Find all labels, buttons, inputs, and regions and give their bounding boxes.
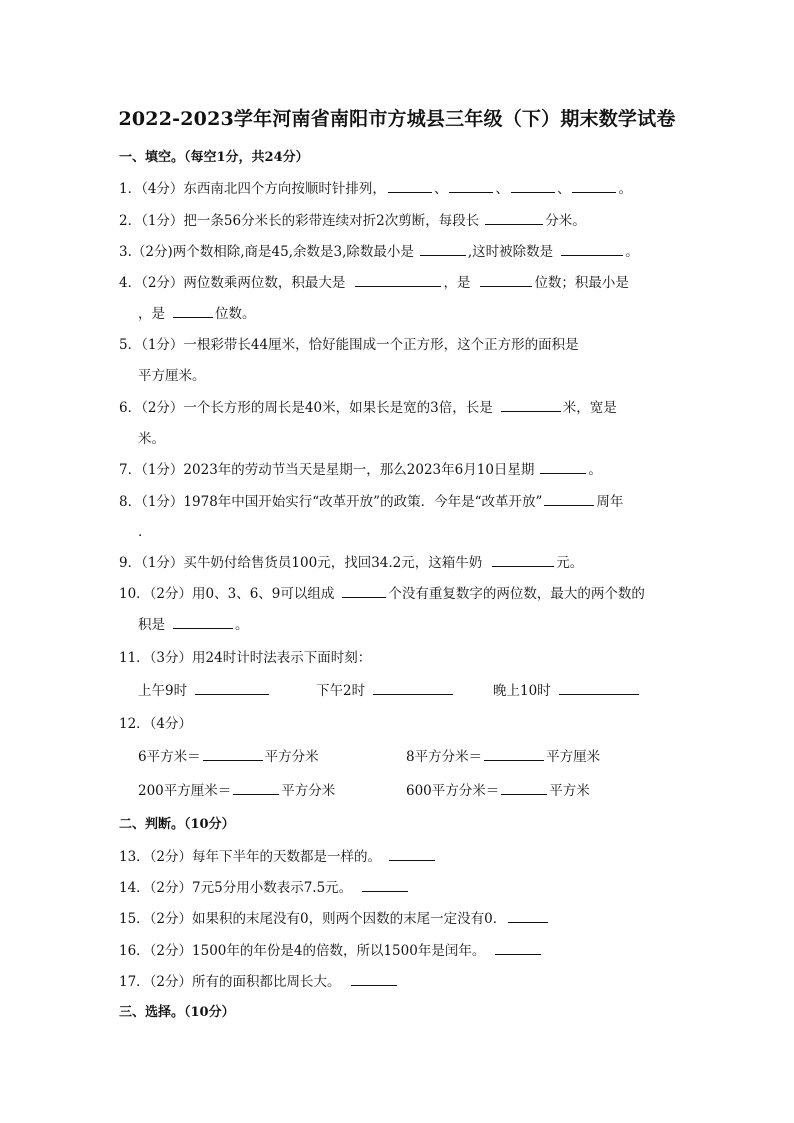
answer-blank[interactable]	[233, 781, 279, 795]
answer-blank[interactable]	[495, 941, 541, 955]
question-5-continued: 平方厘米。	[138, 368, 206, 384]
answer-blank[interactable]	[492, 553, 554, 567]
time-item-1: 上午9时	[138, 679, 271, 699]
answer-blank[interactable]	[484, 747, 544, 761]
answer-blank[interactable]	[173, 615, 233, 629]
question-8-continued: ．	[138, 524, 152, 540]
answer-blank[interactable]	[342, 584, 386, 598]
unit-conversion-1: 6平方米＝ 平方分米	[138, 749, 319, 765]
answer-blank[interactable]	[572, 179, 616, 193]
time-item-2: 下午2时	[316, 679, 455, 699]
question-17: 17．（2分）所有的面积都比周长大。	[119, 970, 399, 990]
answer-blank[interactable]	[501, 781, 547, 795]
answer-blank[interactable]	[511, 179, 555, 193]
answer-blank[interactable]	[561, 242, 623, 256]
answer-blank[interactable]	[388, 179, 432, 193]
question-4: 4．（2分）两位数乘两位数，积最大是 ，是 位数；积最小是	[119, 275, 629, 291]
page-title: 2022-2023学年河南省南阳市方城县三年级（下）期末数学试卷	[118, 108, 676, 130]
question-11: 11．（3分）用24时计时法表示下面时刻：	[119, 650, 372, 666]
answer-blank[interactable]	[544, 492, 594, 506]
question-1: 1．（4分）东西南北四个方向按顺时针排列， 、 、 、 。	[119, 181, 632, 197]
answer-blank[interactable]	[389, 847, 435, 861]
answer-blank[interactable]	[449, 179, 493, 193]
unit-conversion-3: 200平方厘米＝ 平方分米	[138, 783, 336, 799]
section-heading-choice: 三、选择。（10分）	[119, 1005, 235, 1020]
question-14: 14．（2分）7元5分用小数表示7.5元。	[119, 876, 410, 896]
answer-blank[interactable]	[485, 211, 543, 225]
answer-blank[interactable]	[508, 909, 548, 923]
question-3: 3.（2分)两个数相除,商是45,余数是3,除数最小是 ,这时被除数是 。	[119, 244, 639, 260]
unit-conversion-2: 8平方分米＝ 平方厘米	[406, 749, 601, 765]
unit-conversion-4: 600平方分米＝ 平方米	[406, 783, 590, 799]
answer-blank[interactable]	[351, 972, 397, 986]
answer-blank[interactable]	[480, 273, 532, 287]
answer-blank[interactable]	[501, 398, 561, 412]
question-4-continued: ，是 位数。	[138, 306, 256, 322]
question-10: 10．（2分）用0、3、6、9可以组成 个没有重复数字的两位数，最大的两个数的	[119, 586, 645, 602]
question-9: 9．（1分）买牛奶付给售货员100元，找回34.2元，这箱牛奶 元。	[119, 555, 584, 571]
answer-blank[interactable]	[540, 460, 586, 474]
question-15: 15．（2分）如果积的末尾没有0，则两个因数的末尾一定没有0．	[119, 907, 550, 927]
answer-blank[interactable]	[195, 681, 269, 695]
answer-blank[interactable]	[173, 304, 213, 318]
answer-blank[interactable]	[203, 747, 263, 761]
question-5: 5．（1分）一根彩带长44厘米，恰好能围成一个正方形，这个正方形的面积是	[119, 337, 579, 353]
section-heading-fill-in: 一、填空。（每空1分，共24分）	[119, 150, 309, 165]
answer-blank[interactable]	[362, 878, 408, 892]
question-2: 2．（1分）把一条56分米长的彩带连续对折2次剪断，每段长 分米。	[119, 213, 586, 229]
question-10-continued: 积是 。	[138, 617, 249, 633]
question-8: 8．（1分）1978年中国开始实行“改革开放”的政策．今年是“改革开放” 周年	[119, 494, 624, 510]
answer-blank[interactable]	[373, 681, 453, 695]
answer-blank[interactable]	[420, 242, 466, 256]
time-item-3: 晚上10时	[493, 679, 641, 699]
question-7: 7．（1分）2023年的劳动节当天是星期一，那么2023年6月10日星期 。	[119, 462, 602, 478]
answer-blank[interactable]	[559, 681, 639, 695]
section-heading-judgement: 二、判断。（10分）	[119, 817, 235, 832]
question-6-continued: 米。	[138, 431, 165, 447]
question-12: 12．（4分）	[119, 716, 193, 732]
question-6: 6．（2分）一个长方形的周长是40米，如果长是宽的3倍，长是 米，宽是	[119, 400, 617, 416]
answer-blank[interactable]	[355, 273, 441, 287]
question-13: 13．（2分）每年下半年的天数都是一样的。	[119, 845, 437, 865]
question-16: 16．（2分）1500年的年份是4的倍数，所以1500年是闰年。	[119, 939, 543, 959]
